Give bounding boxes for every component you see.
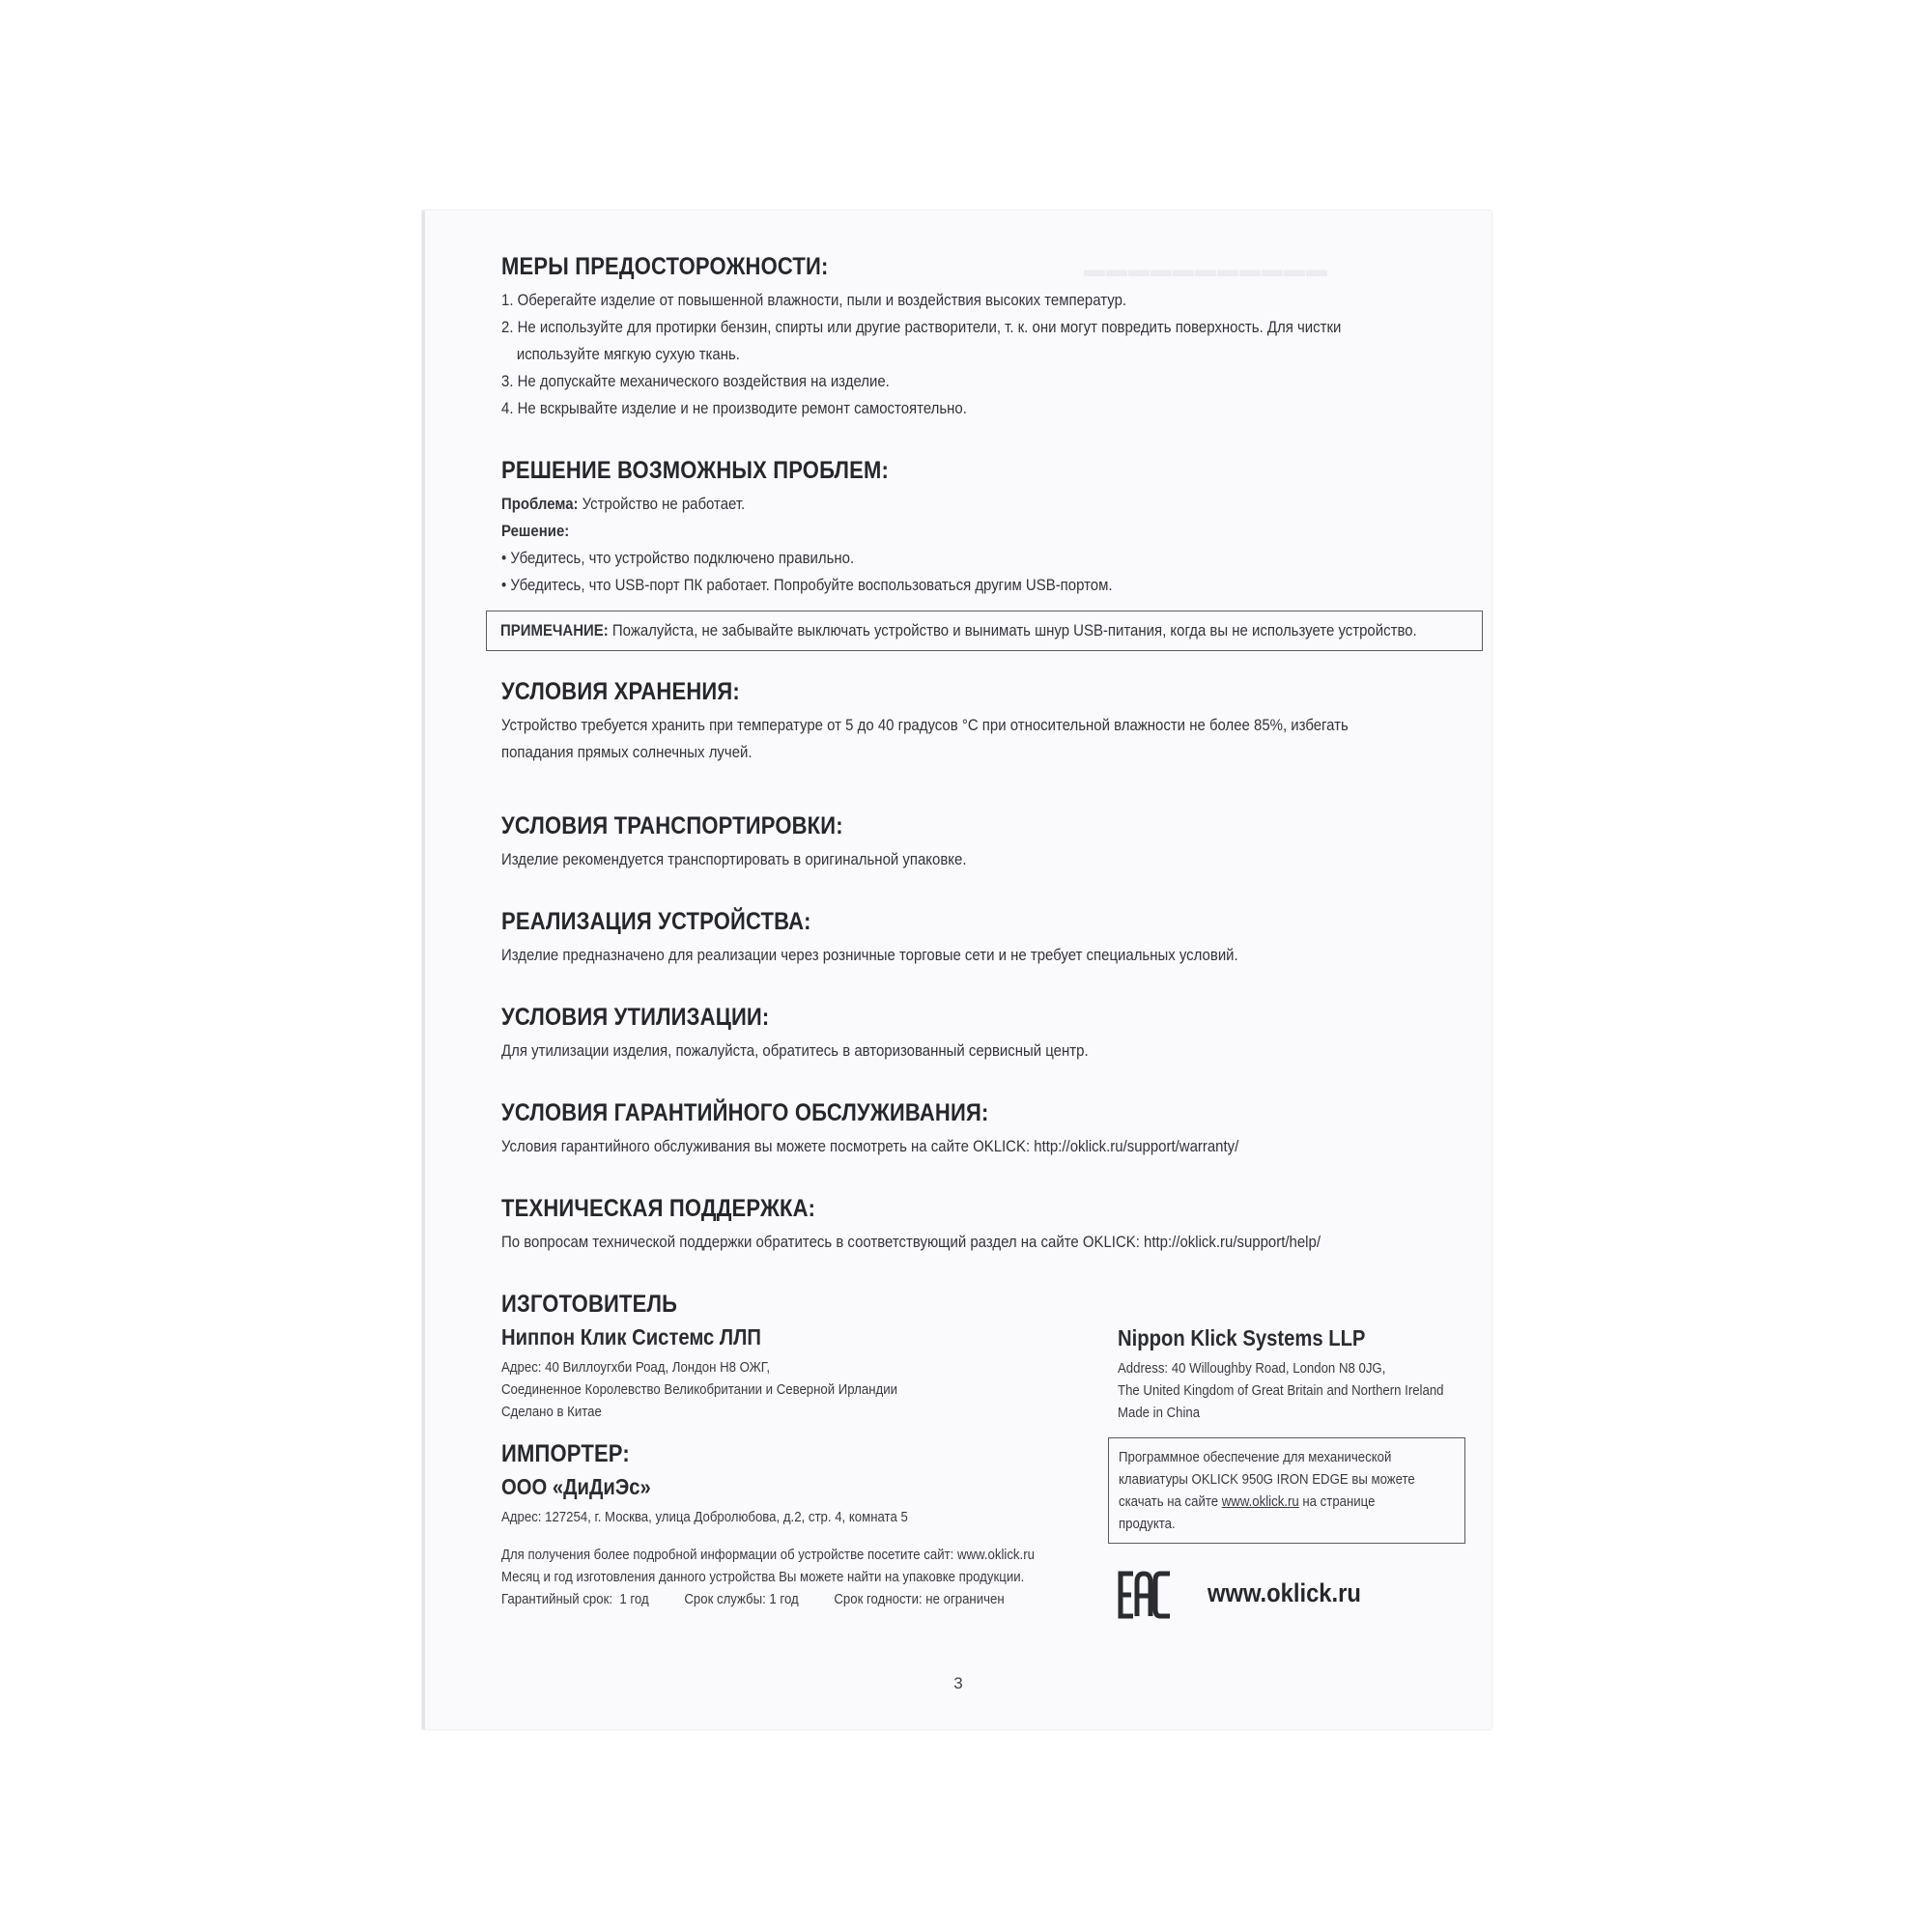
footer-line: Месяц и год изготовления данного устройства Вы можете найти на упаковке продукции. <box>501 1569 1025 1585</box>
footer-line: Для получения более подробной информации об устройстве посетите сайт: www.oklick.ru <box>501 1547 1035 1563</box>
transport-text: Изделие рекомендуется транспортировать в оригинальной упаковке. <box>501 850 967 868</box>
warranty-section <box>501 1099 1467 1160</box>
precautions-section <box>501 253 1467 422</box>
precautions-title: МЕРЫ ПРЕДОСТОРОЖНОСТИ: <box>501 253 829 280</box>
storage-title: УСЛОВИЯ ХРАНЕНИЯ: <box>501 678 740 705</box>
bleed-through-text: ▬▬▬▬▬▬▬▬▬▬▬ <box>1084 257 1328 281</box>
sale-title: РЕАЛИЗАЦИЯ УСТРОЙСТВА: <box>501 908 811 935</box>
importer-address: Адрес: 127254, г. Москва, улица Добролюбова, д.2, стр. 4, комната 5 <box>501 1509 908 1525</box>
precautions-list <box>501 287 1467 422</box>
warranty-text: Условия гарантийного обслуживания вы можете посмотреть на сайте OKLICK: http://oklick.ru/support/warranty/ <box>501 1137 1239 1155</box>
address-line: Адрес: 40 Виллоугхби Роад, Лондон Н8 ОЖГ, <box>501 1359 771 1376</box>
disposal-section <box>501 1004 1467 1065</box>
list-item: 4. Не вскрывайте изделие и не производите ремонт самостоятельно. <box>501 399 967 417</box>
sale-section <box>501 908 1467 969</box>
list-item: 1. Оберегайте изделие от повышенной влажности, пыли и воздействия высоких температур. <box>501 291 1127 309</box>
storage-text-line: Устройство требуется хранить при температуре от 5 до 40 градусов °С при относительной влажности не более 85%, избегать <box>501 716 1349 734</box>
support-section <box>501 1195 1467 1256</box>
software-line: продукта. <box>1119 1516 1176 1532</box>
solution-bullet: • Убедитесь, что устройство подключено правильно. <box>501 549 855 567</box>
eac-certification-icon <box>1118 1571 1172 1619</box>
oklick-website[interactable]: www.oklick.ru <box>1208 1578 1361 1607</box>
list-item: 2. Не используйте для протирки бензин, спирты или другие растворители, т. к. они могут повредить поверхность. Для чистки <box>501 318 1342 336</box>
manufacturer-name-ru: Ниппон Клик Системс ЛЛП <box>501 1324 761 1350</box>
transport-section <box>501 812 1467 873</box>
software-line: Программное обеспечение для механической <box>1119 1449 1392 1465</box>
support-text: По вопросам технической поддержки обратитесь в соответствующий раздел на сайте OKLICK: http://oklick.ru/support/help/ <box>501 1233 1321 1251</box>
problem-text: Устройство не работает. <box>578 495 746 513</box>
manufacturer-en <box>1118 1321 1485 1544</box>
manufacturer-name-en: Nippon Klick Systems LLP <box>1118 1325 1366 1350</box>
software-line: скачать на сайте www.oklick.ru на странице <box>1119 1493 1376 1510</box>
importer-name: ООО «ДиДиЭс» <box>501 1474 651 1499</box>
warranty-title: УСЛОВИЯ ГАРАНТИЙНОГО ОБСЛУЖИВАНИЯ: <box>501 1099 989 1126</box>
note-box <box>486 611 1483 651</box>
problem-line <box>501 491 1351 518</box>
importer-title: ИМПОРТЕР: <box>501 1440 630 1467</box>
note-text: ПРИМЕЧАНИЕ: Пожалуйста, не забывайте выключать устройство и вынимать шнур USB-питания, когда вы не используете устройство. <box>500 621 1417 639</box>
manufacturer-block <box>501 1291 1467 1609</box>
oklick-link[interactable]: www.oklick.ru <box>1221 1493 1299 1510</box>
address-line: Сделано в Китае <box>501 1404 602 1420</box>
footer-info <box>501 1544 1467 1610</box>
address-line: Made in China <box>1118 1405 1201 1421</box>
problem-label: Проблема: <box>501 495 579 513</box>
address-line: Address: 40 Willoughby Road, London N8 0JG, <box>1118 1360 1386 1377</box>
address-line: Соединенное Королевство Великобритании и Северной Ирландии <box>501 1381 897 1398</box>
storage-text-line: попадания прямых солнечных лучей. <box>501 743 753 761</box>
troubleshooting-section <box>501 457 1467 599</box>
sale-text: Изделие предназначено для реализации через розничные торговые сети и не требует специальных условий. <box>501 946 1238 964</box>
list-item: 3. Не допускайте механического воздействия на изделие. <box>501 372 890 390</box>
troubleshooting-title: РЕШЕНИЕ ВОЗМОЖНЫХ ПРОБЛЕМ: <box>501 457 890 484</box>
document-page <box>422 211 1492 1729</box>
solution-label: Решение: <box>501 522 570 540</box>
disposal-title: УСЛОВИЯ УТИЛИЗАЦИИ: <box>501 1004 770 1031</box>
manufacturer-title: ИЗГОТОВИТЕЛЬ <box>501 1291 678 1318</box>
transport-title: УСЛОВИЯ ТРАНСПОРТИРОВКИ: <box>501 812 843 839</box>
note-label: ПРИМЕЧАНИЕ: <box>500 621 609 639</box>
disposal-text: Для утилизации изделия, пожалуйста, обратитесь в авторизованный сервисный центр. <box>501 1041 1089 1060</box>
solution-bullet: • Убедитесь, что USB-порт ПК работает. Попробуйте воспользоваться другим USB-портом. <box>501 576 1113 594</box>
manufacturer-ru <box>501 1291 1100 1528</box>
storage-section <box>501 678 1467 766</box>
page-number: 3 <box>953 1674 963 1692</box>
software-download-box <box>1108 1437 1465 1544</box>
address-line: The United Kingdom of Great Britain and Northern Ireland <box>1118 1382 1444 1399</box>
footer-line: Гарантийный срок: 1 год Срок службы: 1 год Срок годности: не ограничен <box>501 1591 1005 1607</box>
list-item-continuation: используйте мягкую сухую ткань. <box>516 345 740 363</box>
support-title: ТЕХНИЧЕСКАЯ ПОДДЕРЖКА: <box>501 1195 816 1222</box>
list-item <box>501 341 1351 368</box>
software-line: клавиатуры OKLICK 950G IRON EDGE вы можете <box>1119 1471 1415 1488</box>
page-content <box>501 253 1467 1609</box>
